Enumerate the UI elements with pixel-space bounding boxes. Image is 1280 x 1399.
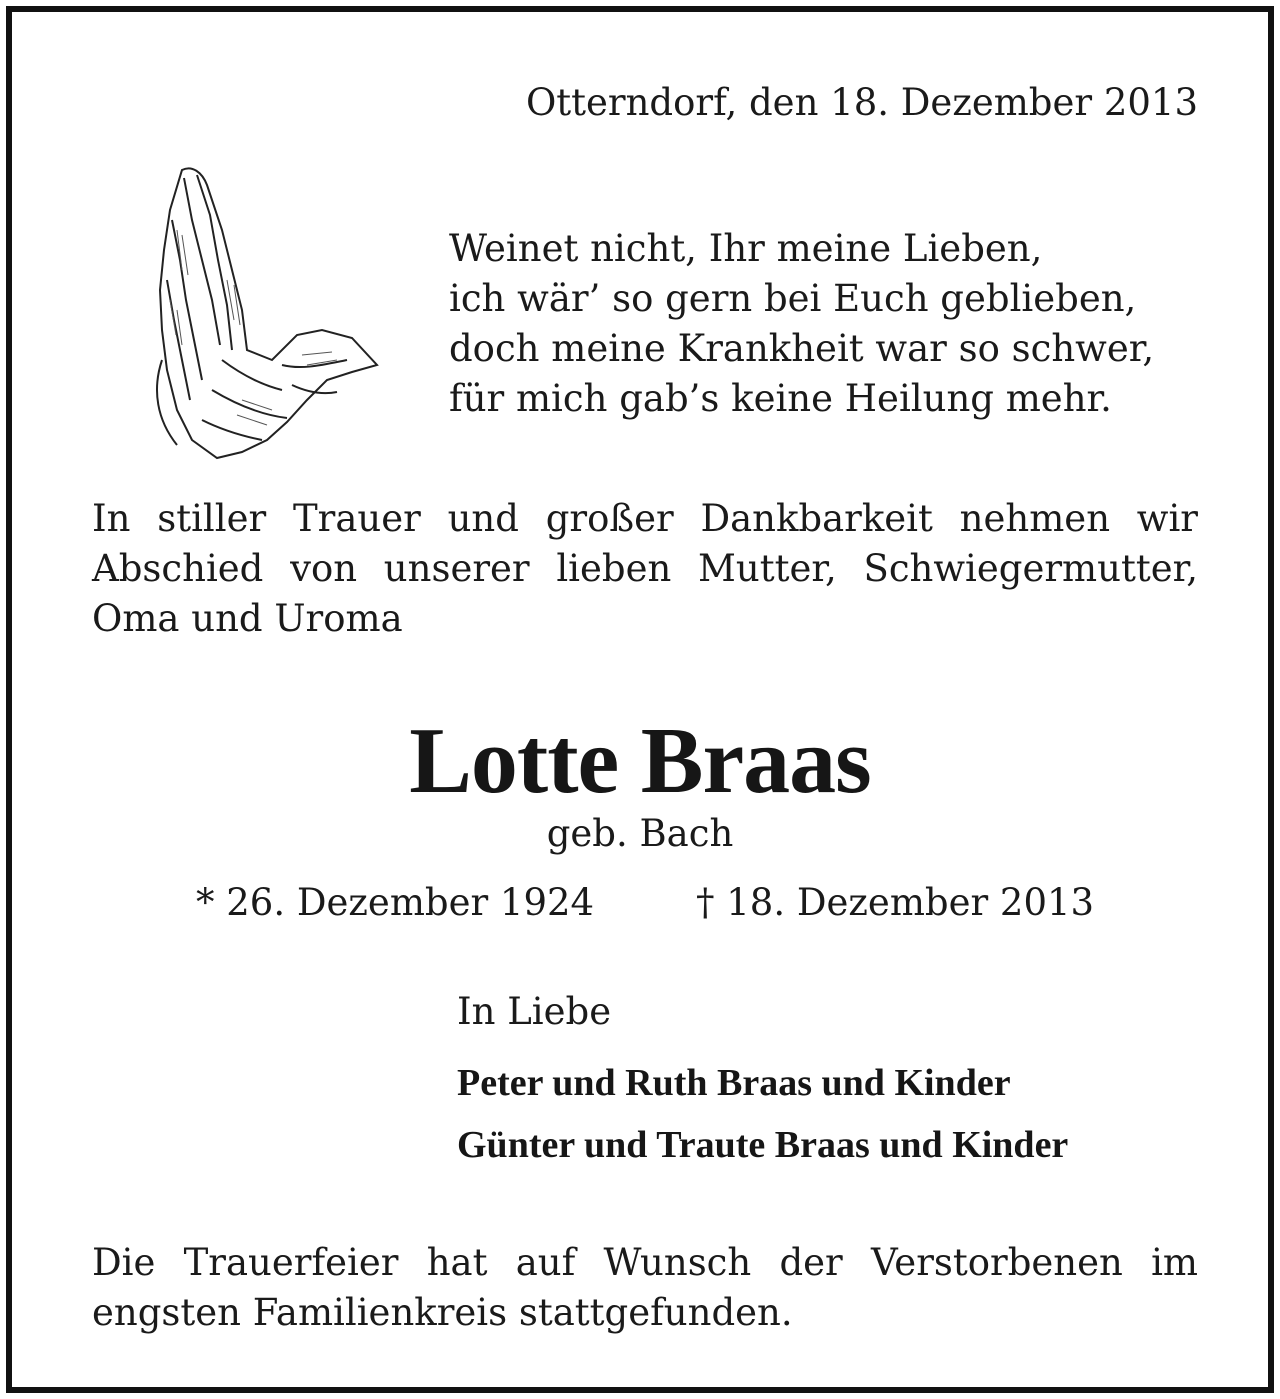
place-date: Otterndorf, den 18. Dezember 2013 — [525, 81, 1198, 124]
praying-hands-icon — [122, 160, 392, 470]
closing-text: Die Trauerfeier hat auf Wunsch der Verstorbenen im engsten Familienkreis stattgefunden. — [92, 1241, 1198, 1334]
death-date: † 18. Dezember 2013 — [696, 881, 1095, 924]
maiden-name: geb. Bach — [546, 812, 734, 855]
intro-text: In stiller Trauer und großer Dankbarkeit nehmen wir Abschied von unserer lieben Mutter, Schwiegermutter, Oma und Uroma — [92, 497, 1198, 640]
family-line: Peter und Ruth Braas und Kinder — [457, 1062, 1011, 1104]
birth-date: * 26. Dezember 1924 — [196, 881, 595, 924]
in-love-label: In Liebe — [457, 990, 612, 1033]
family-line: Günter und Traute Braas und Kinder — [457, 1124, 1069, 1166]
deceased-name: Lotte Braas — [409, 709, 871, 813]
poem-line: ich wär’ so gern bei Euch geblieben, — [449, 277, 1137, 320]
poem-line: Weinet nicht, Ihr meine Lieben, — [449, 227, 1043, 270]
poem — [449, 224, 1154, 424]
poem-line: doch meine Krankheit war so schwer, — [449, 327, 1155, 370]
poem-line: für mich gab’s keine Heilung mehr. — [449, 377, 1112, 420]
obituary-notice — [6, 6, 1274, 1393]
